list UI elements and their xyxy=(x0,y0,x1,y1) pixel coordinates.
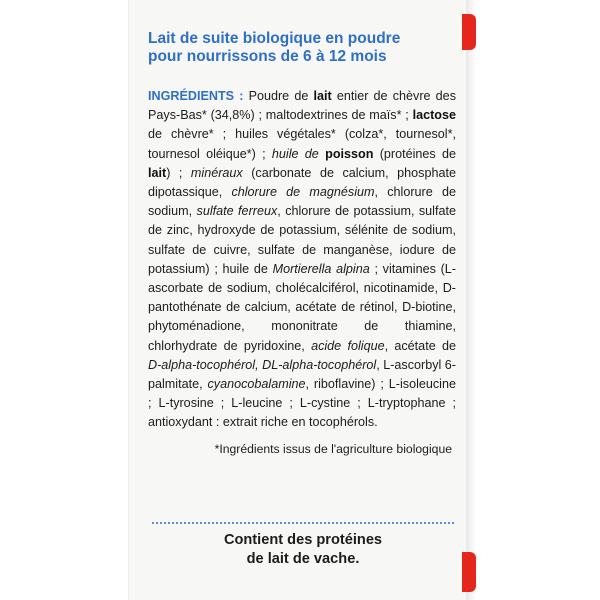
ingredients-text: ; vitamines (L-ascorbate de sodium, cholécalciférol, nicotinamide, D-pantothénate de calcium, acétate de rétinol, D-biotine, phytoménadione, mononitrate de thiamine, chlorhydrate de pyridoxine, xyxy=(148,261,456,353)
ingredients-italic: cyanocobalamine xyxy=(207,377,306,392)
allergen-warning-line-1: Contient des protéines xyxy=(223,532,383,548)
allergen-warning-line-2: de lait de vache. xyxy=(246,551,360,567)
ingredients-text: de chèvre* ; huiles végétales* (colza*, tournesol*, tournesol oléique*) ; xyxy=(148,127,456,161)
product-title-line-2: pour nourrissons de 6 à 12 mois xyxy=(148,48,387,65)
ingredients-italic: sulfate ferreux xyxy=(196,204,278,219)
allergen-milk: lait xyxy=(313,89,332,103)
product-title-line-1: Lait de suite biologique en poudre xyxy=(148,30,401,47)
product-title xyxy=(148,30,456,66)
ingredients-heading: INGRÉDIENTS : xyxy=(148,89,244,103)
ingredients-text: (protéines de xyxy=(373,146,457,161)
ingredients-text: , chlorure de sodium, xyxy=(148,185,456,219)
allergen-warning xyxy=(152,531,454,569)
ingredients-italic: chlorure de magnésium xyxy=(231,185,375,200)
ingredients-text: , L-ascorbyl 6-palmitate, xyxy=(148,357,457,392)
ingredients-text: , acétate de xyxy=(384,338,456,353)
package-edge xyxy=(466,0,476,600)
ingredients-text: , chlorure de potassium, sulfate de zinc, hydroxyde de potassium, sélénite de sodium, sulfate de cuivre, sulfate de manganèse, iodure de potassium) ; huile de xyxy=(148,204,456,276)
ingredients-italic: huile de xyxy=(271,146,319,161)
allergen-milk: lait xyxy=(148,165,167,180)
dotted-divider xyxy=(152,522,454,524)
ingredients-text: , riboflavine) ; L-isoleucine ; L-tyrosine ; L-leucine ; L-cystine ; L-tryptophane ; antioxydant : extrait riche en tocophérols. xyxy=(148,377,456,430)
ingredients-italic: minéraux xyxy=(190,165,243,180)
organic-footnote: *Ingrédients issus de l'agriculture biologique xyxy=(214,441,452,456)
ingredients-list xyxy=(148,87,456,433)
label-content xyxy=(148,30,456,457)
red-packaging-tab-bottom xyxy=(462,552,476,592)
red-packaging-tab-top xyxy=(462,14,476,50)
allergen-fish: poisson xyxy=(325,146,374,161)
ingredients-italic: acide folique xyxy=(311,338,385,353)
ingredients-text: entier de chèvre des Pays-Bas* (34,8%) ; maltodextrines de maïs* ; xyxy=(148,89,456,123)
ingredients-text: Poudre de xyxy=(243,89,314,103)
ingredients-text: ) ; xyxy=(166,165,191,180)
allergen-lactose: lactose xyxy=(412,108,456,123)
ingredients-italic: Mortierella alpina xyxy=(272,261,370,276)
ingredients-italic: D-alpha-tocophérol, DL-alpha-tocophérol xyxy=(148,357,377,372)
ingredients-text: (carbonate de calcium, phosphate dipotassique, xyxy=(148,165,456,200)
